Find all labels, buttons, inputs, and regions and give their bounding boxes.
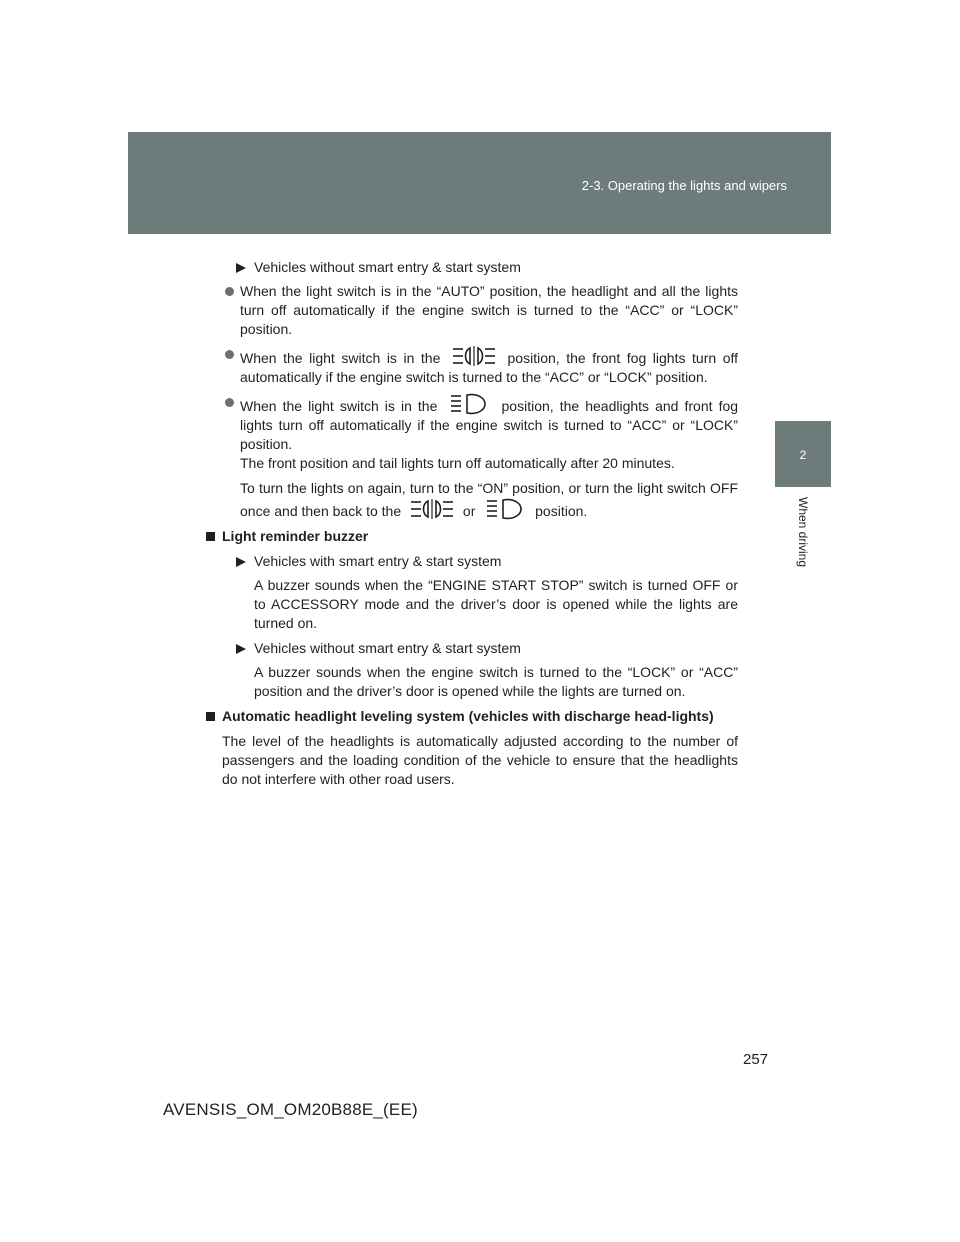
leveling-heading bbox=[206, 707, 738, 726]
bullet-headlight bbox=[222, 393, 738, 473]
light-reminder-heading bbox=[206, 527, 738, 546]
bullet-dot-icon bbox=[225, 350, 234, 359]
bullet-fog-text-b: position, the front fog lights turn off automatically if the engine switch is turned to the “ACC” or “LOCK” position. bbox=[240, 350, 739, 385]
front-fog-light-icon bbox=[409, 498, 455, 520]
vehicle-condition-label: Vehicles without smart entry & start system bbox=[254, 640, 521, 656]
triangle-arrow-icon bbox=[236, 644, 246, 654]
page-number: 257 bbox=[743, 1051, 769, 1068]
header-band bbox=[128, 132, 831, 234]
leveling-paragraph: The level of the headlights is automatically adjusted according to the number of passengers and the loading condition of the vehicle to ensure that the headlights do not interfere with other road users. bbox=[222, 733, 738, 787]
vehicle-condition-label: Vehicles with smart entry & start system bbox=[254, 553, 502, 569]
bullet-auto bbox=[222, 282, 738, 339]
vehicle-condition-without-smart bbox=[222, 258, 738, 277]
turn-on-text-a: To turn the lights on again, turn to the “ON” position, or turn the light switch OFF once and then back to the bbox=[240, 480, 738, 519]
without-smart-paragraph: A buzzer sounds when the engine switch is turned to the “LOCK” or “ACC” position and the driver’s door is opened while the lights are turned on. bbox=[254, 664, 738, 699]
turn-on-paragraph bbox=[222, 479, 738, 521]
chapter-label: When driving bbox=[796, 497, 810, 568]
bullet-fog bbox=[222, 345, 738, 387]
triangle-arrow-icon bbox=[236, 263, 246, 273]
document-code: AVENSIS_OM_OM20B88E_(EE) bbox=[163, 1100, 418, 1119]
headlight-icon bbox=[447, 393, 491, 415]
vehicle-condition-label: Vehicles without smart entry & start system bbox=[254, 259, 521, 275]
page-content bbox=[222, 258, 738, 795]
square-bullet-icon bbox=[206, 532, 215, 541]
bullet-head-text-b: position, the headlights and front fog lights turn off automatically if the engine switch is turned to “ACC” or “LOCK” position. bbox=[240, 398, 739, 452]
front-fog-light-icon bbox=[451, 345, 497, 367]
bullet-fog-text-a: When the light switch is in the bbox=[240, 350, 441, 366]
leveling-title: Automatic headlight leveling system (vehicles with discharge head-lights) bbox=[222, 708, 714, 724]
bullet-head-note: The front position and tail lights turn off automatically after 20 minutes. bbox=[240, 455, 675, 471]
chapter-tab bbox=[775, 421, 831, 487]
vehicle-condition-with-smart bbox=[222, 552, 738, 571]
with-smart-paragraph: A buzzer sounds when the “ENGINE START STOP” switch is turned OFF or to ACCESSORY mode and the driver’s door is opened while the lights are turned on. bbox=[254, 577, 738, 631]
bullet-dot-icon bbox=[225, 287, 234, 296]
bullet-dot-icon bbox=[225, 398, 234, 407]
turn-on-text-b: position. bbox=[535, 503, 588, 519]
vehicle-condition-without-smart-2 bbox=[222, 639, 738, 658]
triangle-arrow-icon bbox=[236, 557, 246, 567]
square-bullet-icon bbox=[206, 712, 215, 721]
light-reminder-title: Light reminder buzzer bbox=[222, 528, 369, 544]
headlight-icon bbox=[483, 498, 527, 520]
turn-on-or: or bbox=[462, 503, 476, 519]
chapter-number: 2 bbox=[799, 448, 807, 462]
section-title: 2-3. Operating the lights and wipers bbox=[581, 178, 787, 193]
bullet-auto-text: When the light switch is in the “AUTO” position, the headlight and all the lights turn off automatically if the engine switch is turned to the “ACC” or “LOCK” position. bbox=[240, 283, 738, 337]
bullet-head-text-a: When the light switch is in the bbox=[240, 398, 438, 414]
